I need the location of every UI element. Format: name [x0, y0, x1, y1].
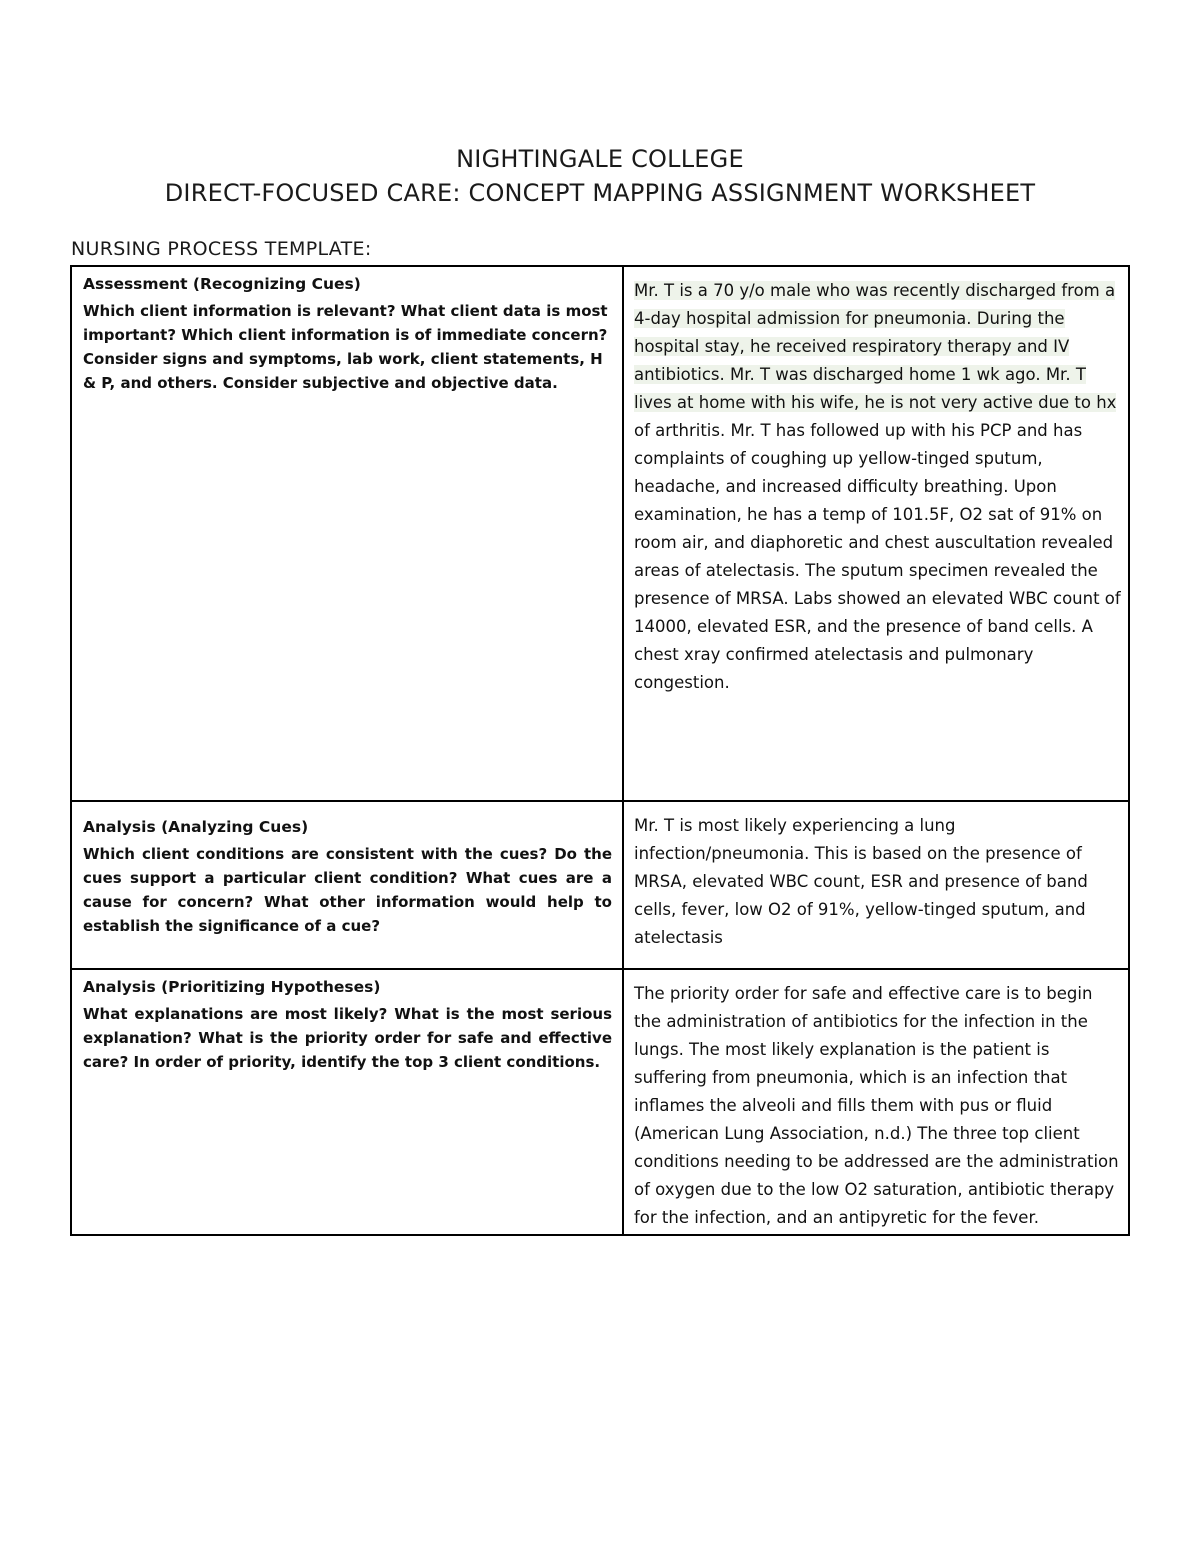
analyzing-cues-prompt-cell — [71, 801, 623, 969]
college-name: NIGHTINGALE COLLEGE — [456, 145, 744, 173]
analyzing-cues-heading: Analysis (Analyzing Cues) — [83, 818, 309, 836]
assessment-prompt: Which client information is relevant? What client data is most important? Which client information is of immediate concern? Consider signs and symptoms, lab work, client statements, H & P, and others. Consider subjective and objective data. — [83, 302, 608, 392]
nursing-process-table — [70, 265, 1130, 1236]
assessment-answer-rest: of arthritis. Mr. T has followed up with his PCP and has complaints of coughing up yellow-tinged sputum, headache, and increased difficulty breathing. Upon examination, he has a temp of 101.5F, O2 sat of 91% on room air, and diaphoretic and chest auscultation revealed areas of atelectasis. The sputum specimen revealed the presence of MRSA. Labs showed an elevated WBC count of 14000, elevated ESR, and the presence of band cells. A chest xray confirmed atelectasis and pulmonary congestion. — [634, 421, 1121, 692]
assessment-prompt-cell — [71, 266, 623, 801]
prioritizing-answer-cell[interactable] — [623, 969, 1129, 1235]
prioritizing-row — [71, 969, 1129, 1235]
worksheet-title: DIRECT-FOCUSED CARE: CONCEPT MAPPING ASSIGNMENT WORKSHEET — [164, 179, 1036, 207]
assessment-answer — [634, 277, 1122, 697]
prioritizing-heading: Analysis (Prioritizing Hypotheses) — [83, 978, 381, 996]
assessment-answer-cell[interactable] — [623, 266, 1129, 801]
analyzing-cues-answer: Mr. T is most likely experiencing a lung infection/pneumonia. This is based on the presence of MRSA, elevated WBC count, ESR and presence of band cells, fever, low O2 of 91%, yellow-tinged sputum, and atelectasis — [634, 816, 1088, 947]
document-header — [0, 142, 1200, 210]
prioritizing-answer: The priority order for safe and effective care is to begin the administration of antibiotics for the infection in the lungs. The most likely explanation is the patient is suffering from pneumonia, which is an infection that inflames the alveoli and fills them with pus or fluid (American Lung Association, n.d.) The three top client conditions needing to be addressed are the administration of oxygen due to the low O2 saturation, antibiotic therapy for the infection, and an antipyretic for the fever. — [634, 984, 1119, 1227]
analyzing-cues-answer-cell[interactable] — [623, 801, 1129, 969]
template-label: NURSING PROCESS TEMPLATE: — [71, 238, 372, 260]
analyzing-cues-prompt: Which client conditions are consistent with the cues? Do the cues support a particular client condition? What cues are a cause for concern? What other information would help to establish the significance of a cue? — [83, 845, 612, 935]
prioritizing-prompt-cell — [71, 969, 623, 1235]
assessment-answer-highlighted: Mr. T is a 70 y/o male who was recently discharged from a 4-day hospital admission for pneumonia. During the hospital stay, he received respiratory therapy and IV antibiotics. Mr. T was discharged home 1 wk ago. Mr. T lives at home with his wife, he is not very active due to hx — [634, 281, 1117, 412]
analyzing-cues-row — [71, 801, 1129, 969]
assessment-row — [71, 266, 1129, 801]
assessment-heading: Assessment (Recognizing Cues) — [83, 275, 361, 293]
prioritizing-prompt: What explanations are most likely? What is the most serious explanation? What is the priority order for safe and effective care? In order of priority, identify the top 3 client conditions. — [83, 1005, 612, 1071]
